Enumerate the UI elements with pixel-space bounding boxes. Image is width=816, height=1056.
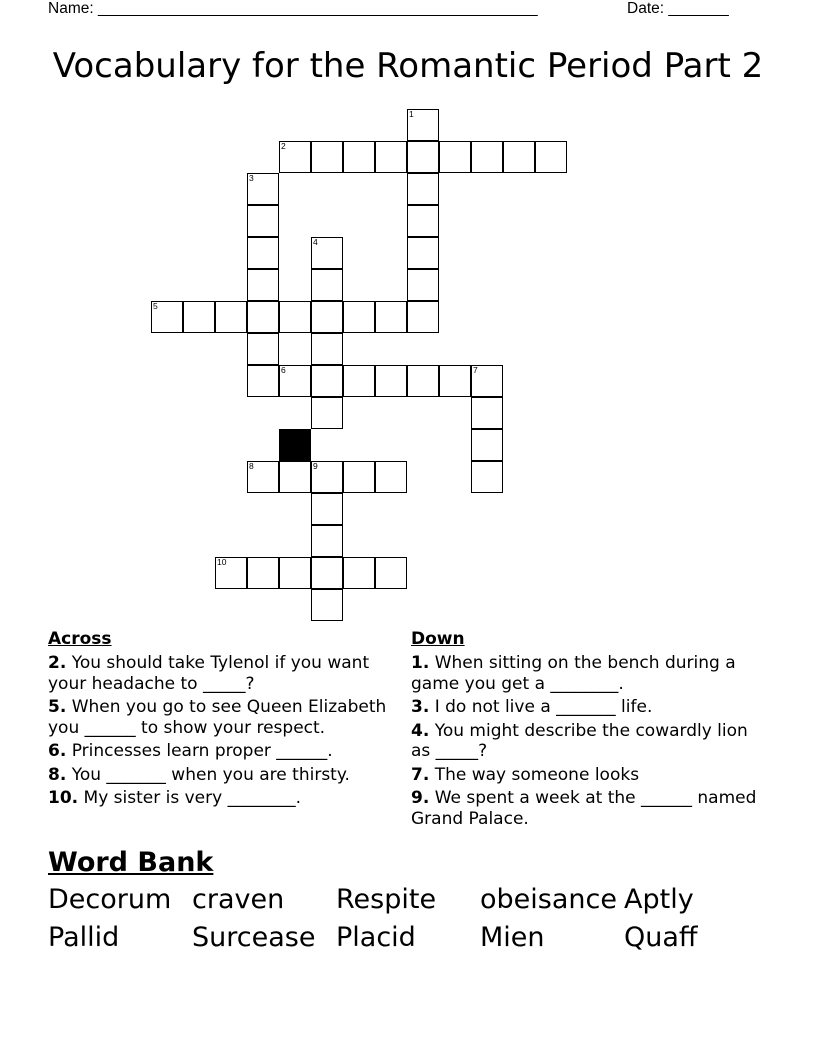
clue-num: 3. — [411, 697, 430, 717]
clue-text: The way someone looks — [429, 764, 640, 785]
clue-num: 9. — [411, 788, 430, 808]
grid-cell[interactable] — [311, 333, 343, 365]
word-bank-item: craven — [192, 884, 285, 915]
grid-cell[interactable] — [407, 269, 439, 301]
clue-number: 10 — [217, 557, 227, 567]
clue-num: 4. — [411, 720, 430, 741]
clue-number: 8 — [249, 461, 254, 471]
word-bank-item: Decorum — [48, 884, 172, 915]
grid-cell[interactable] — [375, 141, 407, 173]
grid-cell[interactable] — [471, 365, 503, 397]
grid-cell[interactable] — [439, 141, 471, 173]
grid-cell[interactable] — [247, 365, 279, 397]
across-clue — [48, 788, 393, 809]
down-clues — [411, 628, 761, 832]
grid-cell[interactable] — [407, 365, 439, 397]
grid-cell[interactable] — [503, 141, 535, 173]
grid-cell[interactable] — [247, 173, 279, 205]
down-heading: Down — [411, 629, 465, 649]
down-clue — [411, 788, 761, 829]
grid-cell[interactable] — [375, 557, 407, 589]
grid-cell[interactable] — [471, 429, 503, 461]
grid-cell[interactable] — [311, 269, 343, 301]
grid-cell[interactable] — [247, 237, 279, 269]
grid-cell[interactable] — [407, 141, 439, 173]
grid-cell[interactable] — [343, 557, 375, 589]
grid-cell[interactable] — [247, 557, 279, 589]
clue-text: You should take Tylenol if you want your headache to _____? — [48, 653, 370, 694]
grid-cell[interactable] — [471, 141, 503, 173]
grid-cell[interactable] — [311, 141, 343, 173]
grid-cell[interactable] — [311, 589, 343, 621]
grid-cell[interactable] — [311, 493, 343, 525]
down-clue — [411, 697, 761, 718]
word-bank-item: Pallid — [48, 922, 120, 953]
grid-cell[interactable] — [407, 109, 439, 141]
grid-cell[interactable] — [375, 365, 407, 397]
grid-cell[interactable] — [279, 557, 311, 589]
across-heading: Across — [48, 629, 112, 649]
date-field-line: Date: _______ — [627, 0, 729, 17]
grid-cell[interactable] — [247, 333, 279, 365]
grid-cell[interactable] — [407, 301, 439, 333]
clue-number: 6 — [281, 365, 286, 375]
grid-cell[interactable] — [215, 301, 247, 333]
clue-text: You _______ when you are thirsty. — [66, 764, 350, 785]
grid-cell[interactable] — [471, 461, 503, 493]
grid-cell[interactable] — [407, 237, 439, 269]
down-clue — [411, 765, 761, 786]
clue-num: 5. — [48, 697, 67, 717]
grid-cell[interactable] — [407, 173, 439, 205]
clue-number: 3 — [249, 173, 254, 183]
word-bank-item: Respite — [336, 884, 437, 915]
word-bank-item: Placid — [336, 922, 416, 953]
word-bank-item: Quaff — [624, 922, 698, 953]
across-clue — [48, 653, 393, 694]
clue-number: 9 — [313, 461, 318, 471]
clue-num: 2. — [48, 653, 67, 673]
grid-cell[interactable] — [343, 141, 375, 173]
grid-cell[interactable] — [311, 237, 343, 269]
grid-cell[interactable] — [535, 141, 567, 173]
word-bank-item: Surcease — [192, 922, 316, 953]
clue-number: 7 — [473, 365, 478, 375]
grid-cell[interactable] — [407, 205, 439, 237]
down-clue — [411, 721, 761, 762]
clue-num: 8. — [48, 764, 67, 785]
word-bank-item: Aptly — [624, 884, 694, 915]
grid-cell[interactable] — [279, 365, 311, 397]
across-clue — [48, 741, 393, 762]
grid-cell[interactable] — [311, 525, 343, 557]
grid-cell-black — [279, 429, 311, 461]
grid-cell[interactable] — [311, 397, 343, 429]
grid-cell[interactable] — [471, 397, 503, 429]
grid-cell[interactable] — [151, 301, 183, 333]
grid-cell[interactable] — [247, 461, 279, 493]
grid-cell[interactable] — [311, 301, 343, 333]
clue-text: Princesses learn proper ______. — [66, 741, 333, 761]
grid-cell[interactable] — [279, 461, 311, 493]
grid-cell[interactable] — [311, 557, 343, 589]
grid-cell[interactable] — [247, 205, 279, 237]
word-bank-title: Word Bank — [48, 847, 214, 878]
clue-number: 5 — [153, 301, 158, 311]
grid-cell[interactable] — [343, 461, 375, 493]
grid-cell[interactable] — [311, 461, 343, 493]
clue-num: 6. — [48, 741, 67, 761]
word-bank-item: Mien — [480, 922, 545, 953]
word-bank-item: obeisance — [480, 884, 617, 915]
grid-cell[interactable] — [375, 301, 407, 333]
clue-text: When you go to see Queen Elizabeth you ______ to show your respect. — [48, 697, 387, 738]
grid-cell[interactable] — [247, 301, 279, 333]
grid-cell[interactable] — [279, 141, 311, 173]
name-field-line: Name: ___________________________________________________ — [48, 0, 538, 17]
clue-text: When sitting on the bench during a game you get a ________. — [411, 653, 736, 694]
clue-number: 2 — [281, 141, 286, 151]
grid-cell[interactable] — [375, 461, 407, 493]
clue-number: 4 — [313, 237, 318, 247]
down-clue — [411, 653, 761, 694]
clue-text: We spent a week at the ______ named Grand Palace. — [411, 788, 757, 829]
across-clues — [48, 628, 393, 812]
grid-cell[interactable] — [343, 365, 375, 397]
grid-cell[interactable] — [215, 557, 247, 589]
clue-num: 7. — [411, 764, 430, 785]
grid-cell[interactable] — [183, 301, 215, 333]
clue-text: My sister is very ________. — [78, 788, 301, 808]
grid-cell[interactable] — [311, 365, 343, 397]
clue-number: 1 — [409, 109, 414, 119]
across-clue — [48, 765, 393, 786]
grid-cell[interactable] — [343, 301, 375, 333]
clue-num: 10. — [48, 788, 79, 808]
grid-cell[interactable] — [279, 301, 311, 333]
across-clue — [48, 697, 393, 738]
grid-cell[interactable] — [439, 365, 471, 397]
clue-num: 1. — [411, 653, 430, 673]
page-title: Vocabulary for the Romantic Period Part 2 — [52, 46, 764, 86]
clue-text: You might describe the cowardly lion as _____? — [411, 720, 748, 761]
grid-cell[interactable] — [247, 269, 279, 301]
clue-text: I do not live a _______ life. — [429, 697, 653, 717]
